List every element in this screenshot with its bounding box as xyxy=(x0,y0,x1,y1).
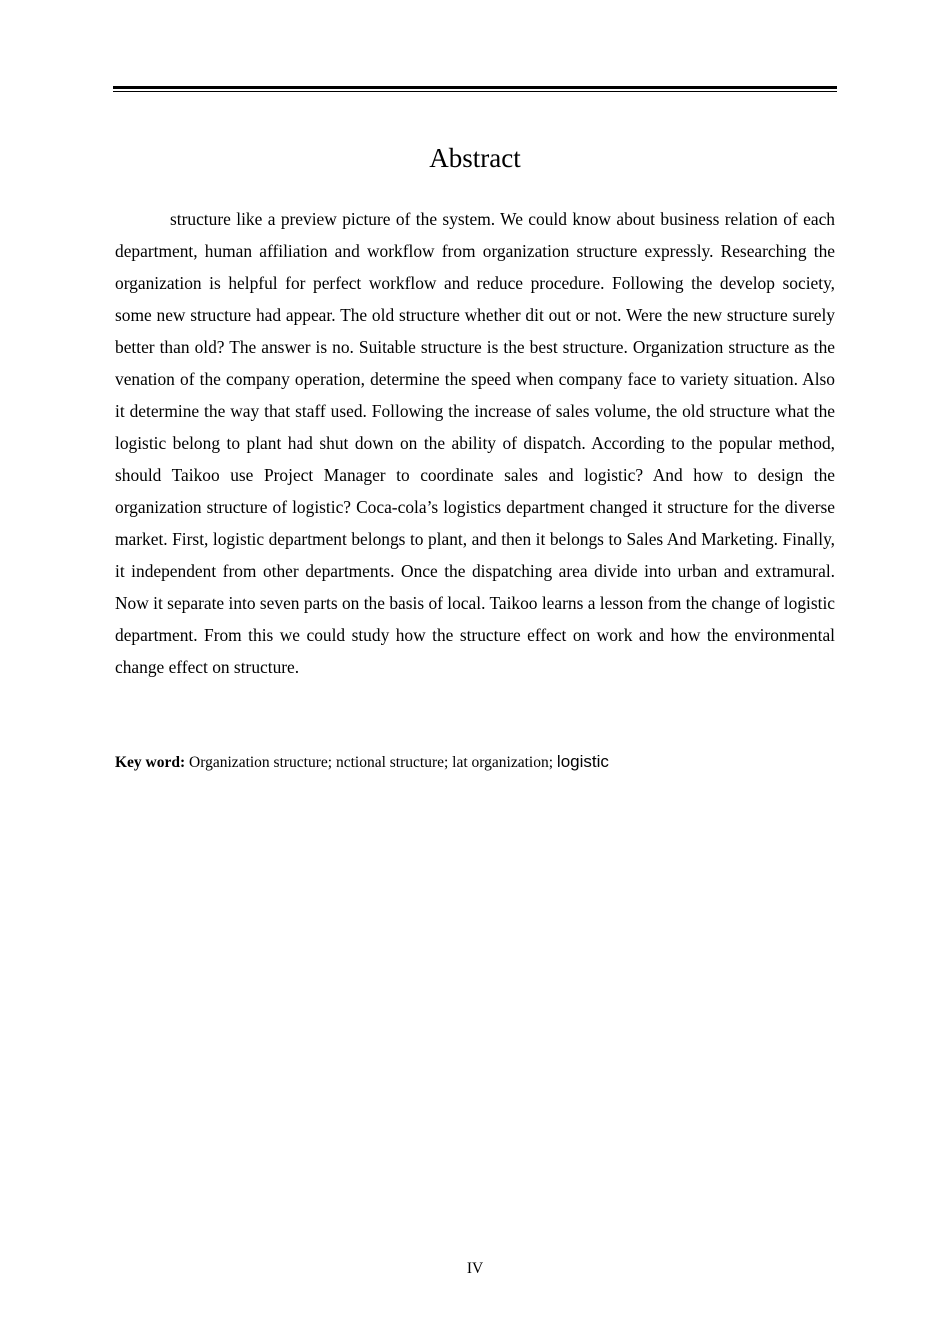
abstract-body: structure like a preview picture of the system. We could know about business relation of each department, human affiliation and workflow from organization structure expressly. Researching the organization is helpful for perfect workflow and reduce procedure. Following the develop society, some new structure had appear. The old structure whether dit out or not. Were the new structure surely better than old? The answer is no. Suitable structure is the best structure. Organization structure as the venation of the company operation, determine the speed when company face to variety situation. Also it determine the way that staff used. Following the increase of sales volume, the old structure what the logistic belong to plant had shut down on the ability of dispatch. According to the popular method, should Taikoo use Project Manager to coordinate sales and logistic? And how to design the organization structure of logistic? Coca-cola’s logistics department changed it structure for the diverse market. First, logistic department belongs to plant, and then it belongs to Sales And Marketing. Finally, it independent from other departments. Once the dispatching area divide into urban and extramural. Now it separate into seven parts on the basis of local. Taikoo learns a lesson from the change of logistic department. From this we could study how the structure effect on work and how the environmental change effect on structure. xyxy=(115,209,835,677)
keywords-last-term: logistic xyxy=(556,752,609,771)
keywords-line xyxy=(115,748,835,777)
page-number: IV xyxy=(466,1260,484,1277)
page-title: Abstract xyxy=(429,143,521,173)
header-double-rule xyxy=(113,86,837,92)
keywords-label: Key word: xyxy=(115,754,186,771)
keywords-terms: Organization structure; nctional structure; lat organization; xyxy=(185,754,557,771)
